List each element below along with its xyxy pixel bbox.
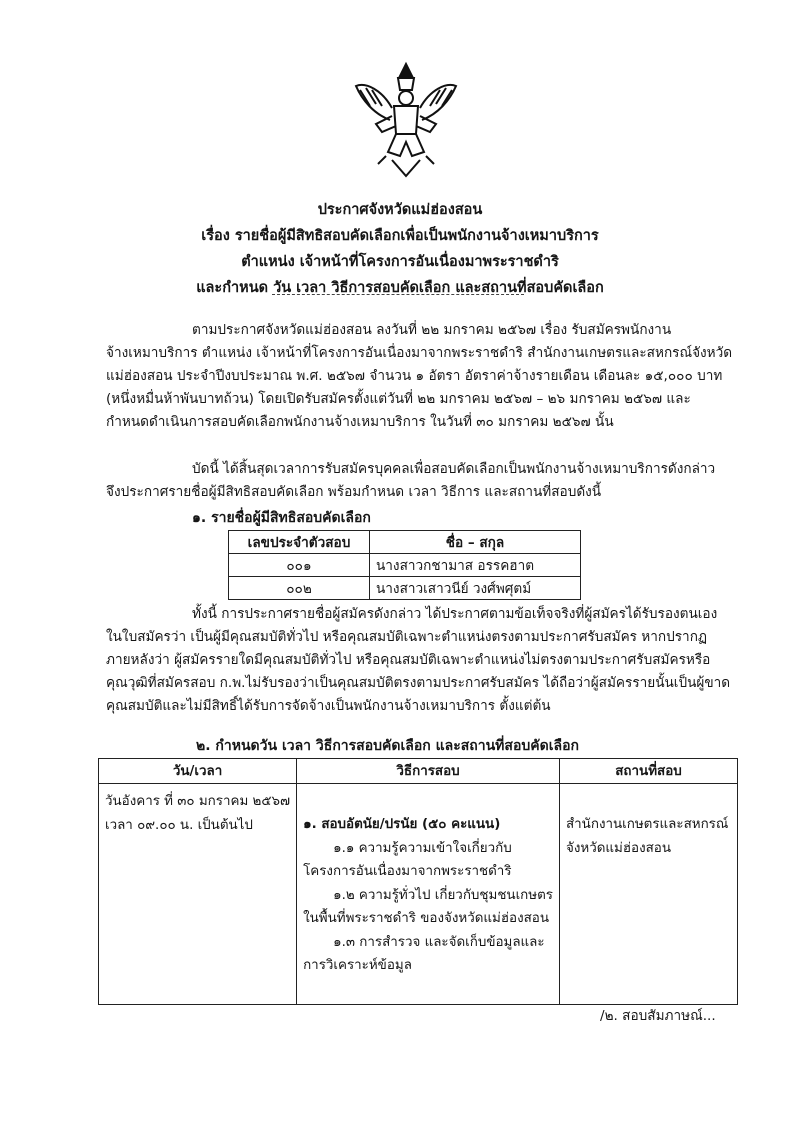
method-item: การวิเคราะห์ข้อมูล (303, 958, 412, 973)
paragraph-line: คุณสมบัติและไม่มีสิทธิ์ได้รับการจัดจ้างเป็นพนักงานจ้างเหมาบริการ ตั้งแต่ต้น (106, 698, 551, 714)
paragraph-line: จ้างเหมาบริการ ตำแหน่ง เจ้าหน้าที่โครงการอันเนื่องมาจากพระราชดำริ สำนักงานเกษตรและสหกรณ์จังหวัด (106, 345, 733, 361)
eligibility-paragraph (106, 603, 731, 718)
column-header: เลขประจำตัวสอบ (229, 531, 370, 554)
section-2-title: ๒. กำหนดวัน เวลา วิธีการสอบคัดเลือก และสถานที่สอบคัดเลือก (196, 738, 579, 754)
divider (272, 294, 524, 295)
exam-id-cell: ๐๐๑ (229, 554, 370, 577)
section-1-title: ๑. รายชื่อผู้มีสิทธิสอบคัดเลือก (192, 510, 371, 526)
garuda-emblem-icon (352, 60, 460, 178)
column-header: ชื่อ – สกุล (370, 531, 581, 554)
venue-cell (559, 784, 737, 1005)
paragraph-line: คุณวุฒิที่สมัครสอบ ก.พ.ไม่รับรองว่าเป็นคุณสมบัติตรงตามประกาศรับสมัคร ได้ถือว่าผู้สมัครรายนั้นเป็นผู้ขาด (106, 675, 731, 691)
paragraph-line: ตามประกาศจังหวัดแม่ฮ่องสอน ลงวันที่ ๒๒ มกราคม ๒๕๖๗ เรื่อง รับสมัครพนักงาน (192, 322, 672, 338)
paragraph-line: จึงประกาศรายชื่อผู้มีสิทธิสอบคัดเลือก พร้อมกำหนด เวลา วิธีการ และสถานที่สอบดังนี้ (106, 484, 602, 500)
paragraph-line: แม่ฮ่องสอน ประจำปีงบประมาณ พ.ศ. ๒๕๖๗ จำนวน ๑ อัตรา อัตราค่าจ้างรายเดือน เดือนละ ๑๕,๐๐๐ บาท (106, 368, 723, 384)
datetime-cell (99, 784, 297, 1005)
date-text: วันอังคาร ที่ ๓๐ มกราคม ๒๕๖๗ (105, 794, 291, 809)
column-header: สถานที่สอบ (559, 759, 737, 784)
time-text: เวลา ๐๙.๐๐ น. เป็นต้นไป (105, 817, 253, 833)
venue-text: สำนักงานเกษตรและสหกรณ์ (565, 817, 729, 832)
method-title: ๑. สอบอัตนัย/ปรนัย (๕๐ คะแนน) (303, 817, 501, 832)
exam-id-cell: ๐๐๒ (229, 577, 370, 600)
method-item: ในพื้นที่พระราชดำริ ของจังหวัดแม่ฮ่องสอน (303, 911, 549, 926)
method-item: ๑.๒ ความรู้ทั่วไป เกี่ยวกับชุมชนเกษตร (333, 887, 553, 903)
paragraph-line: กำหนดดำเนินการสอบคัดเลือกพนักงานจ้างเหมาบริการ ในวันที่ ๓๐ มกราคม ๒๕๖๗ นั้น (106, 414, 614, 430)
venue-text: จังหวัดแม่ฮ่องสอน (565, 840, 671, 856)
subject-line: เรื่อง รายชื่อผู้มีสิทธิสอบคัดเลือกเพื่อเป็นพนักงานจ้างเหมาบริการ (201, 228, 599, 244)
table-row (229, 554, 581, 577)
method-item: ๑.๓ การสำรวจ และจัดเก็บข้อมูลและ (333, 934, 545, 950)
table-row (229, 577, 581, 600)
column-header: วัน/เวลา (99, 759, 297, 784)
continuation-note: /๒. สอบสัมภาษณ์... (600, 1008, 716, 1024)
method-item: ๑.๑ ความรู้ความเข้าใจเกี่ยวกับ (333, 840, 512, 856)
schedule-line: และกำหนด วัน เวลา วิธีการสอบคัดเลือก และสถานที่สอบคัดเลือก (196, 280, 604, 296)
method-item: โครงการอันเนื่องมาจากพระราชดำริ (303, 864, 512, 879)
paragraph-line: ภายหลังว่า ผู้สมัครรายใดมีคุณสมบัติทั่วไป หรือคุณสมบัติเฉพาะตำแหน่งไม่ตรงตามประกาศรับสมัครหรือ (106, 652, 711, 668)
paragraph-line: บัดนี้ ได้สิ้นสุดเวลาการรับสมัครบุคคลเพื่อสอบคัดเลือกเป็นพนักงานจ้างเหมาบริการดังกล่าว (192, 461, 716, 477)
paragraph-line: (หนึ่งหมื่นห้าพันบาทถ้วน) โดยเปิดรับสมัครตั้งแต่วันที่ ๒๒ มกราคม ๒๕๖๗ – ๒๖ มกราคม ๒๕๖๗ และ (106, 391, 691, 407)
name-cell: นางสาวเสาวนีย์ วงศ์พศุตม์ (370, 577, 581, 600)
announcement-heading: ประกาศจังหวัดแม่ฮ่องสอน (317, 202, 483, 218)
paragraph-line: ในใบสมัครว่า เป็นผู้มีคุณสมบัติทั่วไป หรือคุณสมบัติเฉพาะตำแหน่งตรงตามประกาศรับสมัคร หากปรากฏ (106, 629, 708, 645)
intro-paragraph (106, 319, 733, 434)
table-row (99, 784, 738, 1005)
announce-paragraph (106, 458, 726, 504)
column-header: วิธีการสอบ (297, 759, 560, 784)
name-cell: นางสาวกชามาส อรรคฮาต (370, 554, 581, 577)
candidate-table (228, 530, 581, 600)
method-cell (297, 784, 560, 1005)
paragraph-line: ทั้งนี้ การประกาศรายชื่อผู้สมัครดังกล่าว ได้ประกาศตามข้อเท็จจริงที่ผู้สมัครได้รับรองตนเอง (192, 606, 718, 622)
position-line: ตำแหน่ง เจ้าหน้าที่โครงการอันเนื่องมาพระราชดำริ (241, 254, 559, 270)
schedule-table (98, 758, 738, 1005)
